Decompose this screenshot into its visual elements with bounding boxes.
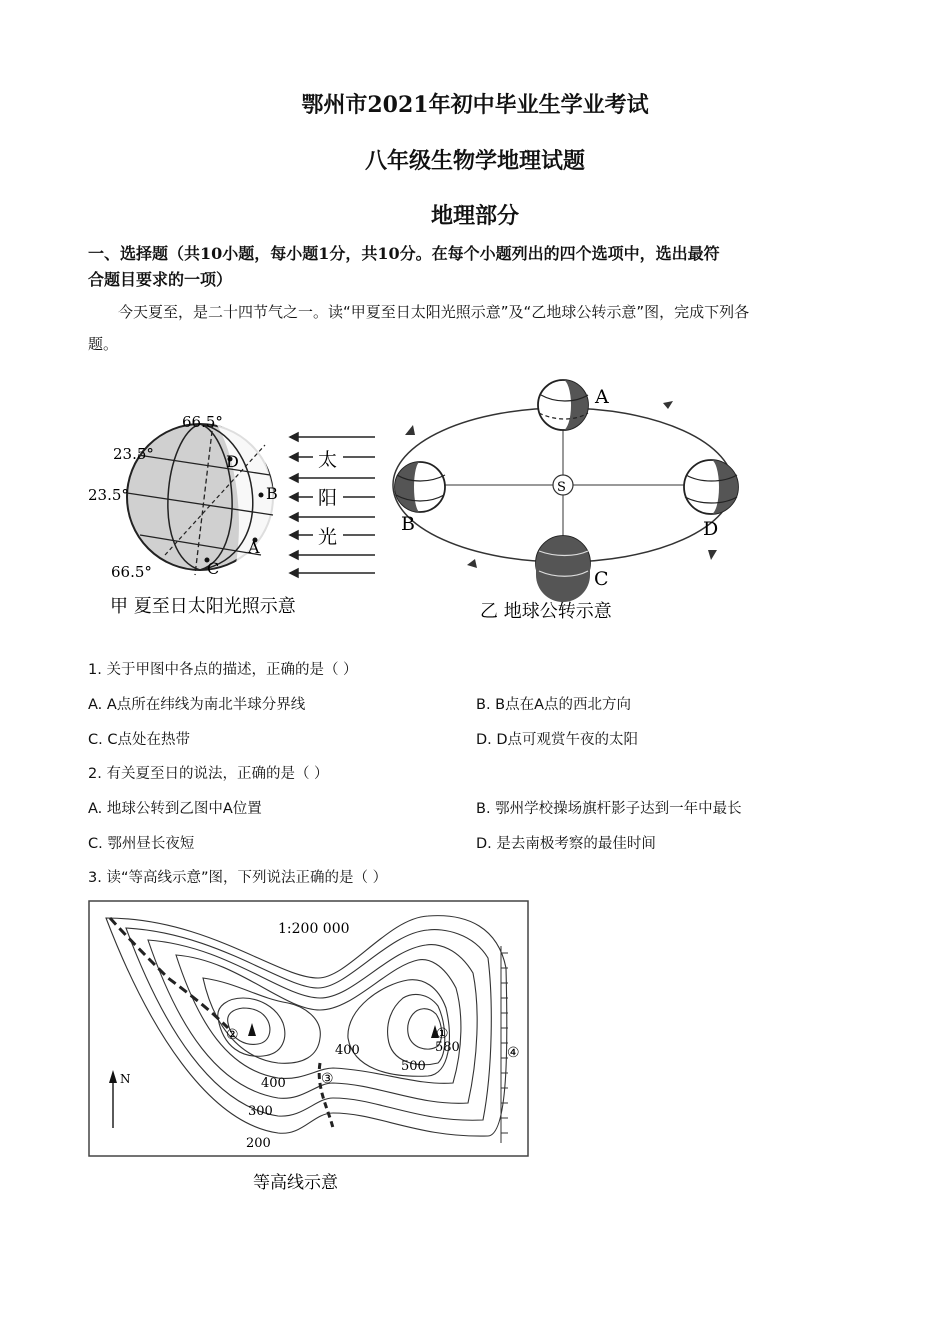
exam-title: 鄂州市2021年初中毕业生学业考试 (301, 92, 649, 118)
section-heading-line1: 一、选择题（共10小题，每小题1分，共10分。在每个小题列出的四个选项中，选出最符 (88, 244, 720, 263)
marker-2: ② (226, 1027, 239, 1043)
sun-char-tai: 太 (318, 449, 338, 471)
marker-1: ① (436, 1026, 449, 1042)
lat-label-23s: 23.5° (88, 486, 129, 504)
lat-label-23n: 23.5° (113, 445, 154, 463)
q2-option-d: D. 是去南极考察的最佳时间 (476, 836, 656, 852)
intro-line2: 题。 (88, 335, 119, 353)
earth-a (538, 380, 588, 430)
exam-subtitle: 八年级生物学地理试题 (364, 148, 585, 174)
figure-contour-map (88, 898, 533, 1198)
intro-line1: 今天夏至，是二十四节气之一。读“甲夏至日太阳光照示意”及“乙地球公转示意”图，完成下列各 (118, 303, 750, 321)
orbit-label-d: D (703, 518, 719, 540)
question-3-stem: 3. 读“等高线示意”图，下列说法正确的是（ ） (88, 870, 388, 886)
q2-option-b: B. 鄂州学校操场旗杆影子达到一年中最长 (476, 801, 742, 817)
caption-jia: 甲 夏至日太阳光照示意 (110, 596, 296, 617)
q2-option-c: C. 鄂州昼长夜短 (88, 836, 195, 852)
earth-c (536, 536, 590, 602)
section-heading (88, 241, 858, 293)
contour-label-300: 300 (248, 1104, 273, 1119)
contour-label-500: 500 (401, 1059, 426, 1074)
point-label-c: C (207, 559, 220, 578)
q1-option-b: B. B点在A点的西北方向 (476, 697, 632, 713)
figure-sunlight-orbit (85, 375, 765, 635)
sun-char-guang: 光 (318, 526, 338, 548)
orbit-label-a: A (595, 386, 609, 408)
section-heading-line2: 合题目要求的一项） (88, 270, 233, 289)
contour-label-400-saddle: 400 (335, 1043, 360, 1058)
question-1-stem: 1. 关于甲图中各点的描述，正确的是（ ） (88, 662, 358, 678)
q1-option-d: D. D点可观赏午夜的太阳 (476, 732, 639, 748)
orbit-label-b: B (401, 513, 415, 535)
sun-symbol: S (557, 480, 566, 495)
point-b-dot (259, 493, 264, 498)
q2-option-a: A. 地球公转到乙图中A位置 (88, 801, 262, 817)
orbit-yi (393, 380, 738, 602)
point-label-a: A (248, 538, 260, 557)
contour-label-580: 580 (435, 1040, 460, 1055)
q1-option-a: A. A点所在纬线为南北半球分界线 (88, 697, 306, 713)
north-label: N (120, 1072, 131, 1086)
marker-3: ③ (321, 1071, 334, 1087)
sun-char-yang: 阳 (318, 487, 338, 509)
lat-label-66s: 66.5° (111, 563, 152, 581)
point-label-b: B (266, 484, 278, 503)
contour-label-400: 400 (261, 1076, 286, 1091)
contour-caption: 等高线示意 (253, 1173, 338, 1193)
intro-paragraph (88, 296, 863, 360)
earth-b (395, 462, 445, 512)
contour-label-200: 200 (246, 1136, 271, 1151)
marker-4: ④ (507, 1045, 520, 1061)
point-label-d: D (226, 452, 239, 471)
orbit-label-c: C (594, 568, 609, 590)
earth-d (684, 460, 738, 514)
caption-yi: 乙 地球公转示意 (480, 601, 612, 622)
question-2-stem: 2. 有关夏至日的说法，正确的是（ ） (88, 766, 329, 782)
map-scale: 1:200 000 (278, 921, 350, 937)
lat-label-66n: 66.5° (182, 413, 223, 431)
q1-option-c: C. C点处在热带 (88, 732, 190, 748)
part-title: 地理部分 (430, 203, 519, 229)
